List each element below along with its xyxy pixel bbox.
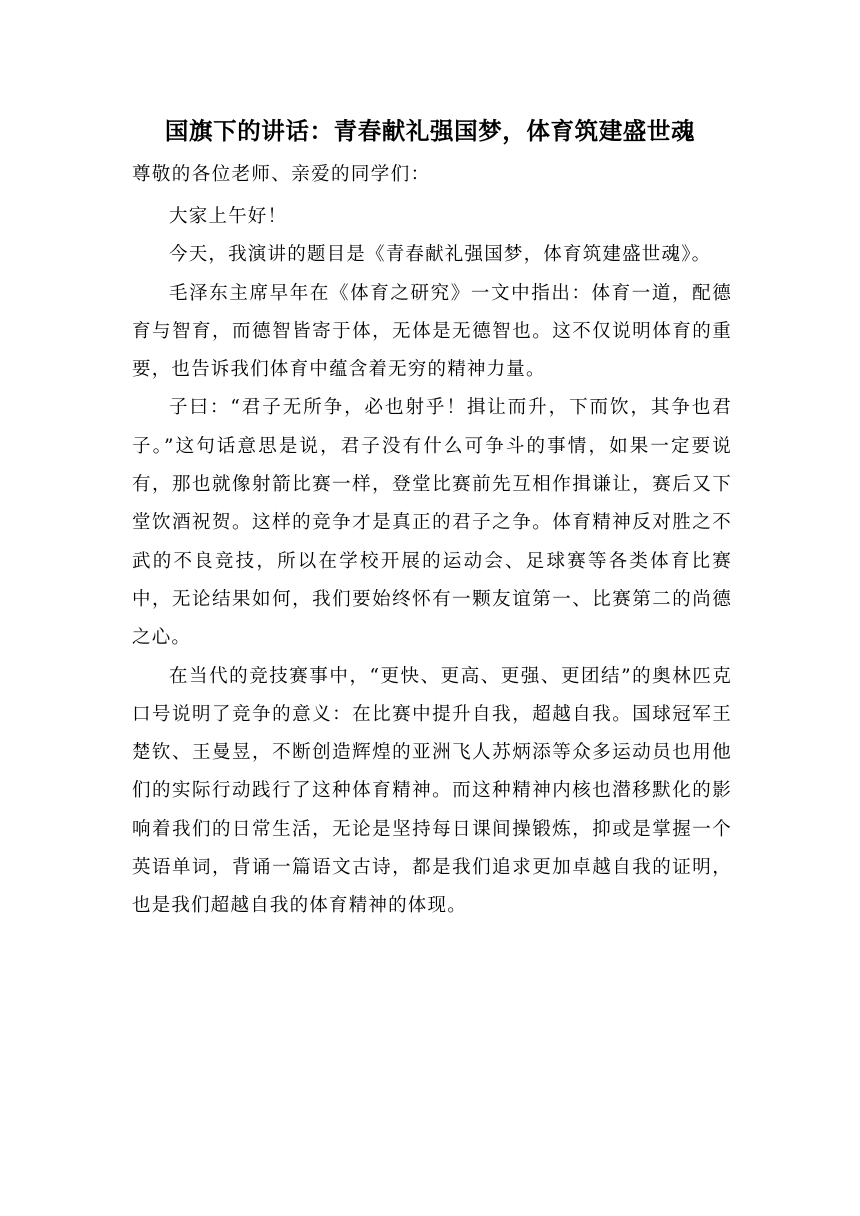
paragraph-mao-quote: 毛泽东主席早年在《体育之研究》一文中指出：体育一道，配德育与智育，而德智皆寄于体，无体是无德智也。这不仅说明体育的重要，也告诉我们体育中蕴含着无穷的精神力量。 — [132, 282, 732, 381]
document-title: 国旗下的讲话：青春献礼强国梦，体育筑建盛世魂 — [164, 117, 696, 145]
document-body — [132, 198, 732, 926]
paragraph-topic: 今天，我演讲的题目是《青春献礼强国梦，体育筑建盛世魂》。 — [169, 244, 712, 266]
paragraph-confucius-quote: 子曰：“君子无所争，必也射乎！揖让而升，下而饮，其争也君子。”这句话意思是说，君子没有什么可争斗的事情，如果一定要说有，那也就像射箭比赛一样，登堂比赛前先互相作揖谦让，赛后又下堂饮酒祝贺。这样的竞争才是真正的君子之争。体育精神反对胜之不武的不良竞技，所以在学校开展的运动会、足球赛等各类体育比赛中，无论结果如何，我们要始终怀有一颗友谊第一、比赛第二的尚德之心。 — [132, 397, 732, 649]
paragraph-greeting: 大家上午好！ — [169, 206, 288, 227]
paragraph-olympic-spirit: 在当代的竞技赛事中，“更快、更高、更强、更团结”的奥林匹克口号说明了竞争的意义：在比赛中提升自我，超越自我。国球冠军王楚钦、王曼昱，不断创造辉煌的亚洲飞人苏炳添等众多运动员也用他们的实际行动践行了这种体育精神。而这种精神内核也潜移默化的影响着我们的日常生活，无论是坚持每日课间操锻炼，抑或是掌握一个英语单词，背诵一篇语文古诗，都是我们追求更加卓越自我的证明，也是我们超越自我的体育精神的体现。 — [132, 665, 732, 917]
salutation: 尊敬的各位老师、亲爱的同学们： — [132, 164, 431, 185]
